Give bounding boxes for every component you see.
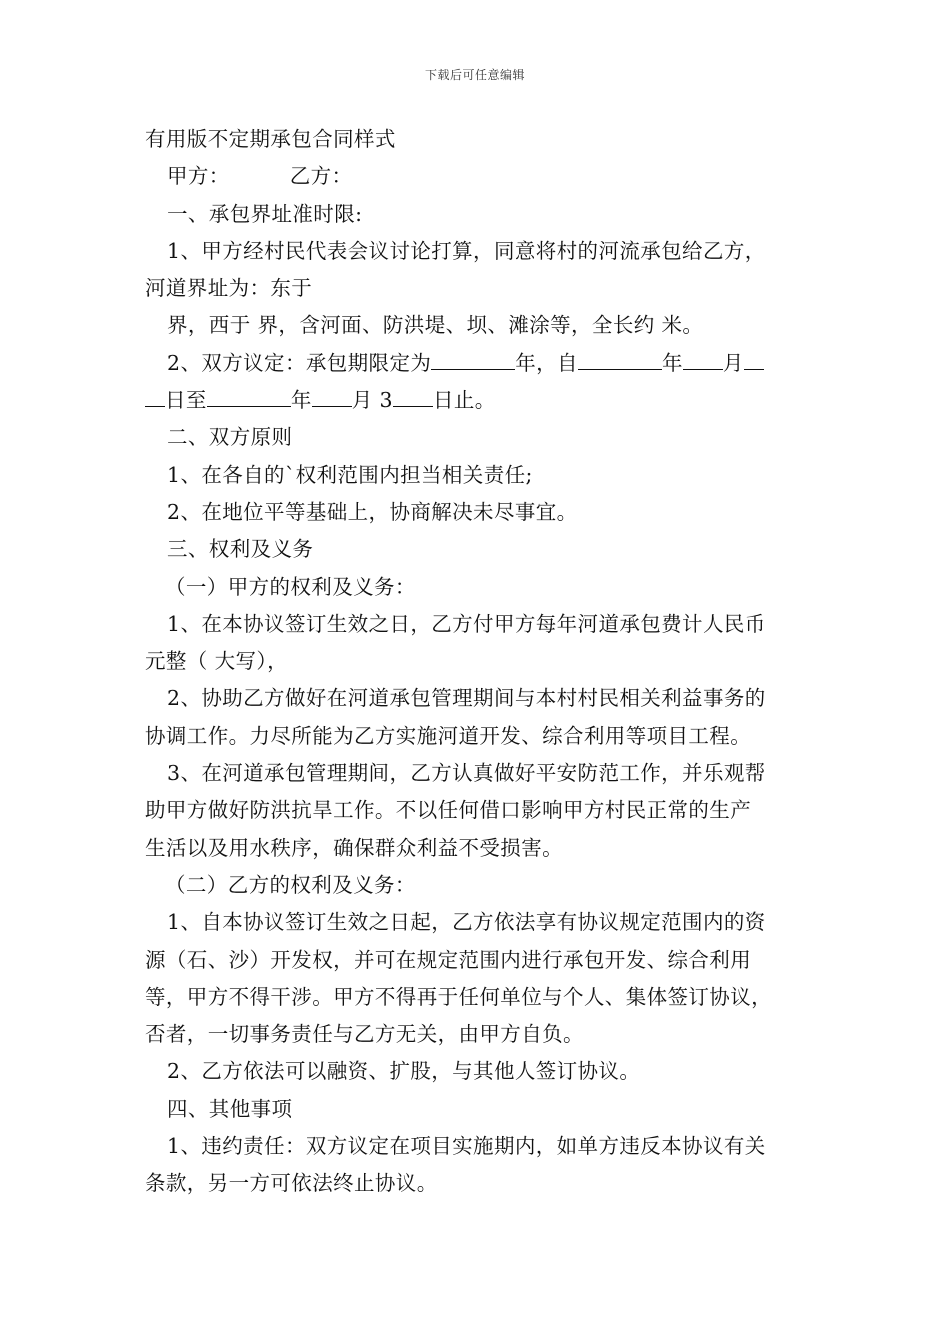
term-text-7: 月 3 — [351, 388, 393, 413]
end-year-blank — [207, 386, 291, 407]
section-1-item-2-line-1 — [145, 345, 820, 382]
contract-body — [145, 121, 820, 1203]
section-3-sub-2-item-1-line-3: 等，甲方不得干涉。甲方不得再于任何单位与个人、集体签订协议， — [145, 984, 772, 1009]
start-day-blank-part-1 — [744, 349, 764, 370]
section-3-sub-2-heading: （二）乙方的权利及义务： — [165, 872, 416, 897]
section-3-sub-1-item-2-line-1: 2、协助乙方做好在河道承包管理期间与本村村民相关利益事务的 — [167, 686, 766, 711]
section-3-sub-1-item-3-line-3: 生活以及用水秩序，确保群众利益不受损害。 — [145, 835, 563, 860]
section-3-sub-1-heading: （一）甲方的权利及义务： — [165, 574, 416, 599]
page-header-note: 下载后可任意编辑 — [424, 68, 525, 82]
end-day-blank — [393, 386, 433, 407]
section-1-heading: 一、承包界址准时限: — [167, 201, 363, 226]
party-a-label: 甲方： — [167, 164, 230, 189]
start-day-blank-part-2 — [145, 386, 165, 407]
section-3-sub-2-item-2: 2、乙方依法可以融资、扩股，与其他人签订协议。 — [167, 1059, 641, 1084]
section-3-sub-2-item-1-line-1: 1、自本协议签订生效之日起，乙方依法享有协议规定范围内的资 — [167, 910, 766, 935]
term-years-blank — [431, 349, 515, 370]
term-text-6: 年 — [290, 388, 312, 413]
section-3-sub-1-item-2-line-2: 协调工作。力尽所能为乙方实施河道开发、综合利用等项目工程。 — [145, 723, 752, 748]
document-title: 有用版不定期承包合同样式 — [145, 127, 396, 151]
section-1-item-2-line-2 — [145, 382, 820, 419]
term-text-3: 年 — [661, 350, 683, 375]
term-text-8: 日止。 — [432, 388, 496, 413]
section-2-item-1: 1、在各自的`权利范围内担当相关责任; — [167, 462, 533, 487]
start-month-blank — [683, 349, 723, 370]
term-text-5: 日至 — [165, 388, 207, 413]
section-4-heading: 四、其他事项 — [167, 1096, 293, 1121]
section-4-item-1-line-2: 条款，另一方可依法终止协议。 — [145, 1171, 438, 1196]
section-2-heading: 二、双方原则 — [167, 425, 293, 450]
section-3-sub-2-item-1-line-2: 源（石、沙）开发权，并可在规定范围内进行承包开发、综合利用 — [145, 947, 752, 972]
start-year-blank — [578, 349, 662, 370]
section-1-item-1-line-3: 界，西于 界，含河面、防洪堤、坝、滩涂等，全长约 米。 — [167, 313, 704, 338]
section-3-heading: 三、权利及义务 — [167, 537, 314, 562]
section-1-item-1-line-1: 1、甲方经村民代表会议讨论打算，同意将村的河流承包给乙方， — [167, 238, 766, 263]
section-3-sub-1-item-3-line-2: 助甲方做好防洪抗旱工作。不以任何借口影响甲方村民正常的生产 — [145, 798, 752, 823]
party-b-label: 乙方： — [289, 164, 353, 189]
section-3-sub-1-item-3-line-1: 3、在河道承包管理期间，乙方认真做好平安防范工作，并乐观帮 — [167, 761, 766, 786]
section-3-sub-1-item-1-line-1: 1、在本协议签订生效之日，乙方付甲方每年河道承包费计人民币 — [167, 611, 766, 636]
section-3-sub-1-item-1-line-2: 元整（ 大写）， — [145, 649, 288, 674]
term-text-4: 月 — [722, 350, 744, 375]
section-1-item-1-line-2: 河道界址为：东于 — [145, 276, 313, 301]
section-4-item-1-line-1: 1、违约责任：双方议定在项目实施期内，如单方违反本协议有关 — [167, 1134, 766, 1159]
parties-line — [145, 158, 820, 195]
end-month-blank — [312, 386, 352, 407]
term-text-2: 年，自 — [515, 350, 578, 375]
section-2-item-2: 2、在地位平等基础上，协商解决未尽事宜。 — [167, 499, 578, 524]
term-text-1: 2、双方议定：承包期限定为 — [167, 350, 432, 375]
section-3-sub-2-item-1-line-4: 否者，一切事务责任与乙方无关，由甲方自负。 — [145, 1022, 584, 1047]
